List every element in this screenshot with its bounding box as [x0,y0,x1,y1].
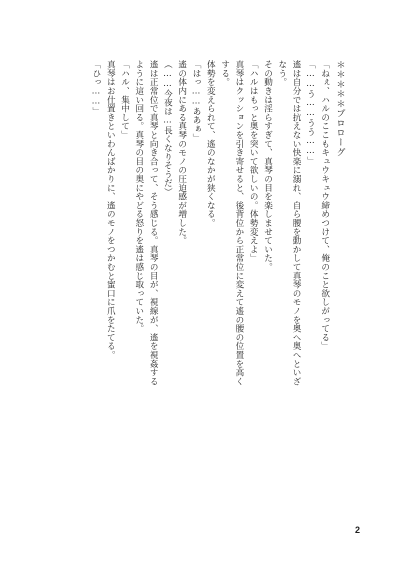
chapter-heading: ＊＊＊＊＊プロローグ [334,60,345,157]
paragraph: 「ねぇ、ハルのここもキュウキュウ締めつけて、俺のこと欲しがってる」 [319,60,330,351]
paragraph: 「ハル、集中して」 [119,60,130,140]
paragraph: 遙は自分では抗えない快楽に溺れ、自ら腰を動かして真琴のモノを奥へ奥へといざなう。 [276,60,302,386]
paragraph: 「はっ……ああぁ」 [191,60,202,142]
paragraph: 真琴はお仕置きといわんばかりに、遙のモノをつかむと蜜口に爪をたてる。 [105,60,116,360]
paragraph: 「ハルはもっと奥を突いて欲しいの。体勢変えよ」 [248,60,259,263]
paragraph: 真琴はクッションを引き寄せると、後背位から正常位に変えて遙の腰の位置を高くする。 [219,60,244,386]
page-number: 2 [354,525,360,535]
paragraph: その動きは淫らすぎて、真琴の目を楽しませていた。 [262,60,273,272]
paragraph: 「……う……うう……」 [305,60,316,166]
paragraph: 遙の体内にある真琴のモノの圧迫感が増した。 [176,60,187,245]
paragraph: 体勢を変えられて、遙のなかが狭くなる。 [205,60,216,228]
paragraph: 「ひっ……」 [90,60,101,116]
paragraph: 遙は正常位で真琴と向き合って、そう感じる。真琴の目が、視線が、遙を視姦するように這い回る。真琴の目の奥にやどる怒りを遙は感じ取っていた。 [133,60,159,386]
body-text [46,60,346,390]
paragraph: （……今夜は…長くなりそうだ） [162,60,173,197]
